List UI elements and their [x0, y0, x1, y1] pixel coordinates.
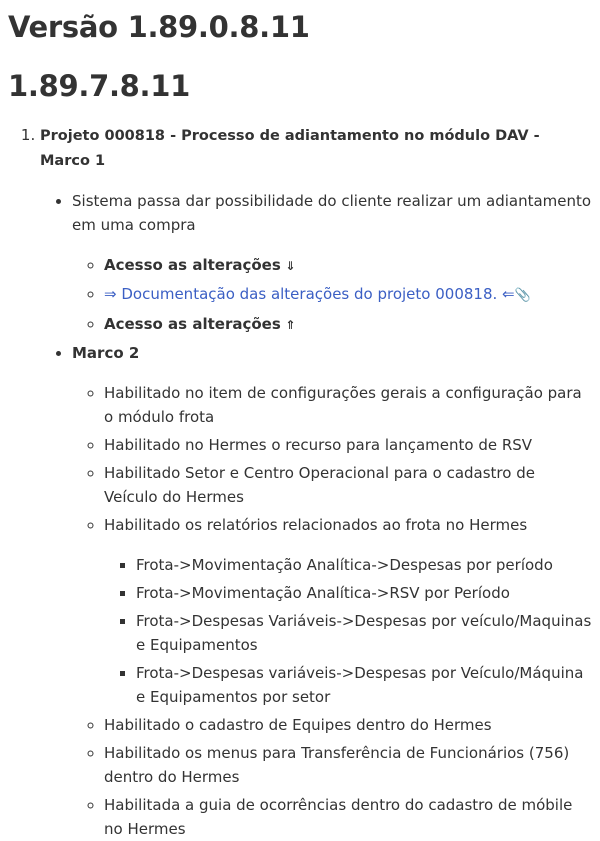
page-title: Versão 1.89.0.8.11: [8, 10, 310, 44]
list-item: [72, 189, 592, 337]
marco2-items: [72, 381, 592, 841]
item-text: Habilitada a guia de ocorrências dentro do cadastro de móbile no Hermes: [104, 796, 573, 838]
version-heading: 1.89.7.8.11: [8, 69, 191, 103]
project-description: Sistema passa dar possibilidade do cliente realizar um adiantamento em uma compra: [72, 192, 592, 234]
arrow-up-icon: ⇑: [285, 318, 296, 332]
list-item: [72, 341, 592, 841]
report-text: Frota->Despesas Variáveis->Despesas por veículo/Maquinas e Equipamentos: [136, 612, 592, 654]
access-changes-label: Acesso as alterações: [104, 256, 281, 274]
link-text: Documentação das alterações do projeto 000818.: [121, 285, 498, 303]
page: [0, 10, 600, 841]
project-title: Projeto 000818 - Processo de adiantamento no módulo DAV - Marco 1: [40, 128, 540, 169]
list-item: [104, 381, 592, 429]
item-text: Habilitado Setor e Centro Operacional para o cadastro de Veículo do Hermes: [104, 464, 535, 506]
list-item: [104, 513, 592, 709]
item-text: Habilitado no Hermes o recurso para lançamento de RSV: [104, 436, 533, 454]
list-item: [104, 713, 592, 737]
link-suffix-icon: ⇐: [502, 285, 515, 303]
list-item: [104, 253, 592, 278]
documentation-link[interactable]: [104, 285, 502, 303]
list-item: [136, 553, 592, 577]
list-item: [104, 433, 592, 457]
project-list: [8, 123, 592, 841]
item-text: Habilitado o cadastro de Equipes dentro do Hermes: [104, 716, 492, 734]
list-item: [104, 461, 592, 509]
project-details: [40, 189, 592, 841]
report-text: Frota->Movimentação Analítica->Despesas por período: [136, 556, 553, 574]
access-list: [72, 253, 592, 337]
item-text: Habilitado os relatórios relacionados ao frota no Hermes: [104, 516, 528, 534]
item-text: Habilitado no item de configurações gerais a configuração para o módulo frota: [104, 384, 582, 426]
item-text: Habilitado os menus para Transferência de Funcionários (756) dentro do Hermes: [104, 744, 570, 786]
arrow-down-icon: ⇓: [285, 259, 296, 273]
paperclip-icon: 📎: [514, 288, 531, 303]
report-text: Frota->Movimentação Analítica->RSV por Período: [136, 584, 510, 602]
access-changes-label: Acesso as alterações: [104, 315, 281, 333]
list-item: [136, 661, 592, 709]
list-item: [104, 312, 592, 337]
report-list: [104, 553, 592, 709]
list-item: [104, 793, 592, 841]
list-item: [136, 581, 592, 605]
report-text: Frota->Despesas variáveis->Despesas por Veículo/Máquina e Equipamentos por setor: [136, 664, 584, 706]
project-item: [40, 123, 592, 841]
marco2-label: Marco 2: [72, 344, 140, 362]
list-item: [136, 609, 592, 657]
list-item: [104, 741, 592, 789]
list-item: [104, 282, 592, 308]
link-prefix-icon: ⇒: [104, 285, 117, 303]
